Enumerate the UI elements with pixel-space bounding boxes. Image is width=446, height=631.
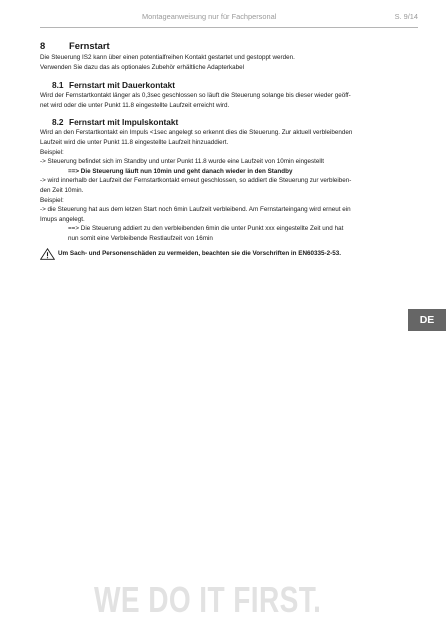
subsection-title: Fernstart mit Dauerkontakt xyxy=(69,80,176,91)
example-result: ==> Die Steuerung addiert zu den verbleibenden 6min die unter Punkt xxx eingestellte Zeit und hat xyxy=(68,225,344,233)
subsection-text-line: Laufzeit wird die unter Punkt 11.8 eingestellte Laufzeit hinzuaddiert. xyxy=(40,138,229,146)
page-header xyxy=(40,12,418,24)
example-label: Beispiel: xyxy=(40,196,64,204)
section-text-line: Verwenden Sie dazu das als optionales Zubehör erhältliche Adapterkabel xyxy=(40,63,245,71)
language-tab: DE xyxy=(408,309,446,331)
section-number: 8 xyxy=(40,40,46,51)
example-label: Beispiel: xyxy=(40,148,64,156)
spacer xyxy=(40,72,398,80)
subsection-heading xyxy=(40,117,398,128)
example-line: den Zeit 10min. xyxy=(40,186,84,194)
content-body xyxy=(40,40,398,260)
example-line: -> wird innerhalb der Laufzeit der Fernstartkontakt erneut geschlossen, so addiert die Steuerung zur verbleiben- xyxy=(40,177,352,185)
section-heading xyxy=(40,40,398,52)
page-number: S. 9/14 xyxy=(394,12,418,21)
warning-text: Um Sach- und Personenschäden zu vermeiden, beachten sie die Vorschriften in EN60335-2-53. xyxy=(58,249,341,257)
subsection-title: Fernstart mit Impulskontakt xyxy=(69,117,179,128)
subsection-text-line: Wird an den Ferstartkontakt ein Impuls <1sec angelegt so erkennt dies die Steuerung. Zur aktuell verbleibenden xyxy=(40,129,353,137)
section-title: Fernstart xyxy=(69,40,110,51)
warning-note xyxy=(40,248,398,260)
subsection-text-line: net wird oder die unter Punkt 11.8 eingestellte Laufzeit erreicht wird. xyxy=(40,101,230,109)
example-line: Imups angelegt. xyxy=(40,215,85,223)
header-title: Montageanweisung nur für Fachpersonal xyxy=(142,12,277,21)
subsection-heading xyxy=(40,80,398,91)
section-text-line: Die Steuerung IS2 kann über einen potentialfreihen Kontakt gestartet und gestoppt werden. xyxy=(40,54,295,61)
example-line: -> Steuerung befindet sich im Standby und unter Punkt 11.8 wurde eine Laufzeit von 10min eingestellt xyxy=(40,158,324,166)
header-divider xyxy=(40,27,418,28)
example-result: ==> Die Steuerung läuft nun 10min und geht danach wieder in den Standby xyxy=(68,167,293,175)
spacer xyxy=(40,110,398,117)
example-line: -> die Steuerung hat aus dem letzen Start noch 6min Laufzeit verbleibend. Am Fernstarteingang wird erneut ein xyxy=(40,206,351,214)
example-result: nun somit eine Verbleibende Restlaufzeit von 16min xyxy=(68,234,213,242)
subsection-number: 8.1 xyxy=(52,80,64,91)
brand-slogan: WE DO IT FIRST. xyxy=(94,579,322,620)
subsection-number: 8.2 xyxy=(52,117,64,128)
subsection-text-line: Wird der Fernstartkontakt länger als 0,3sec geschlossen so läuft die Steuerung solange bis dieser wieder geöff- xyxy=(40,92,351,100)
warning-triangle-icon xyxy=(40,248,55,260)
